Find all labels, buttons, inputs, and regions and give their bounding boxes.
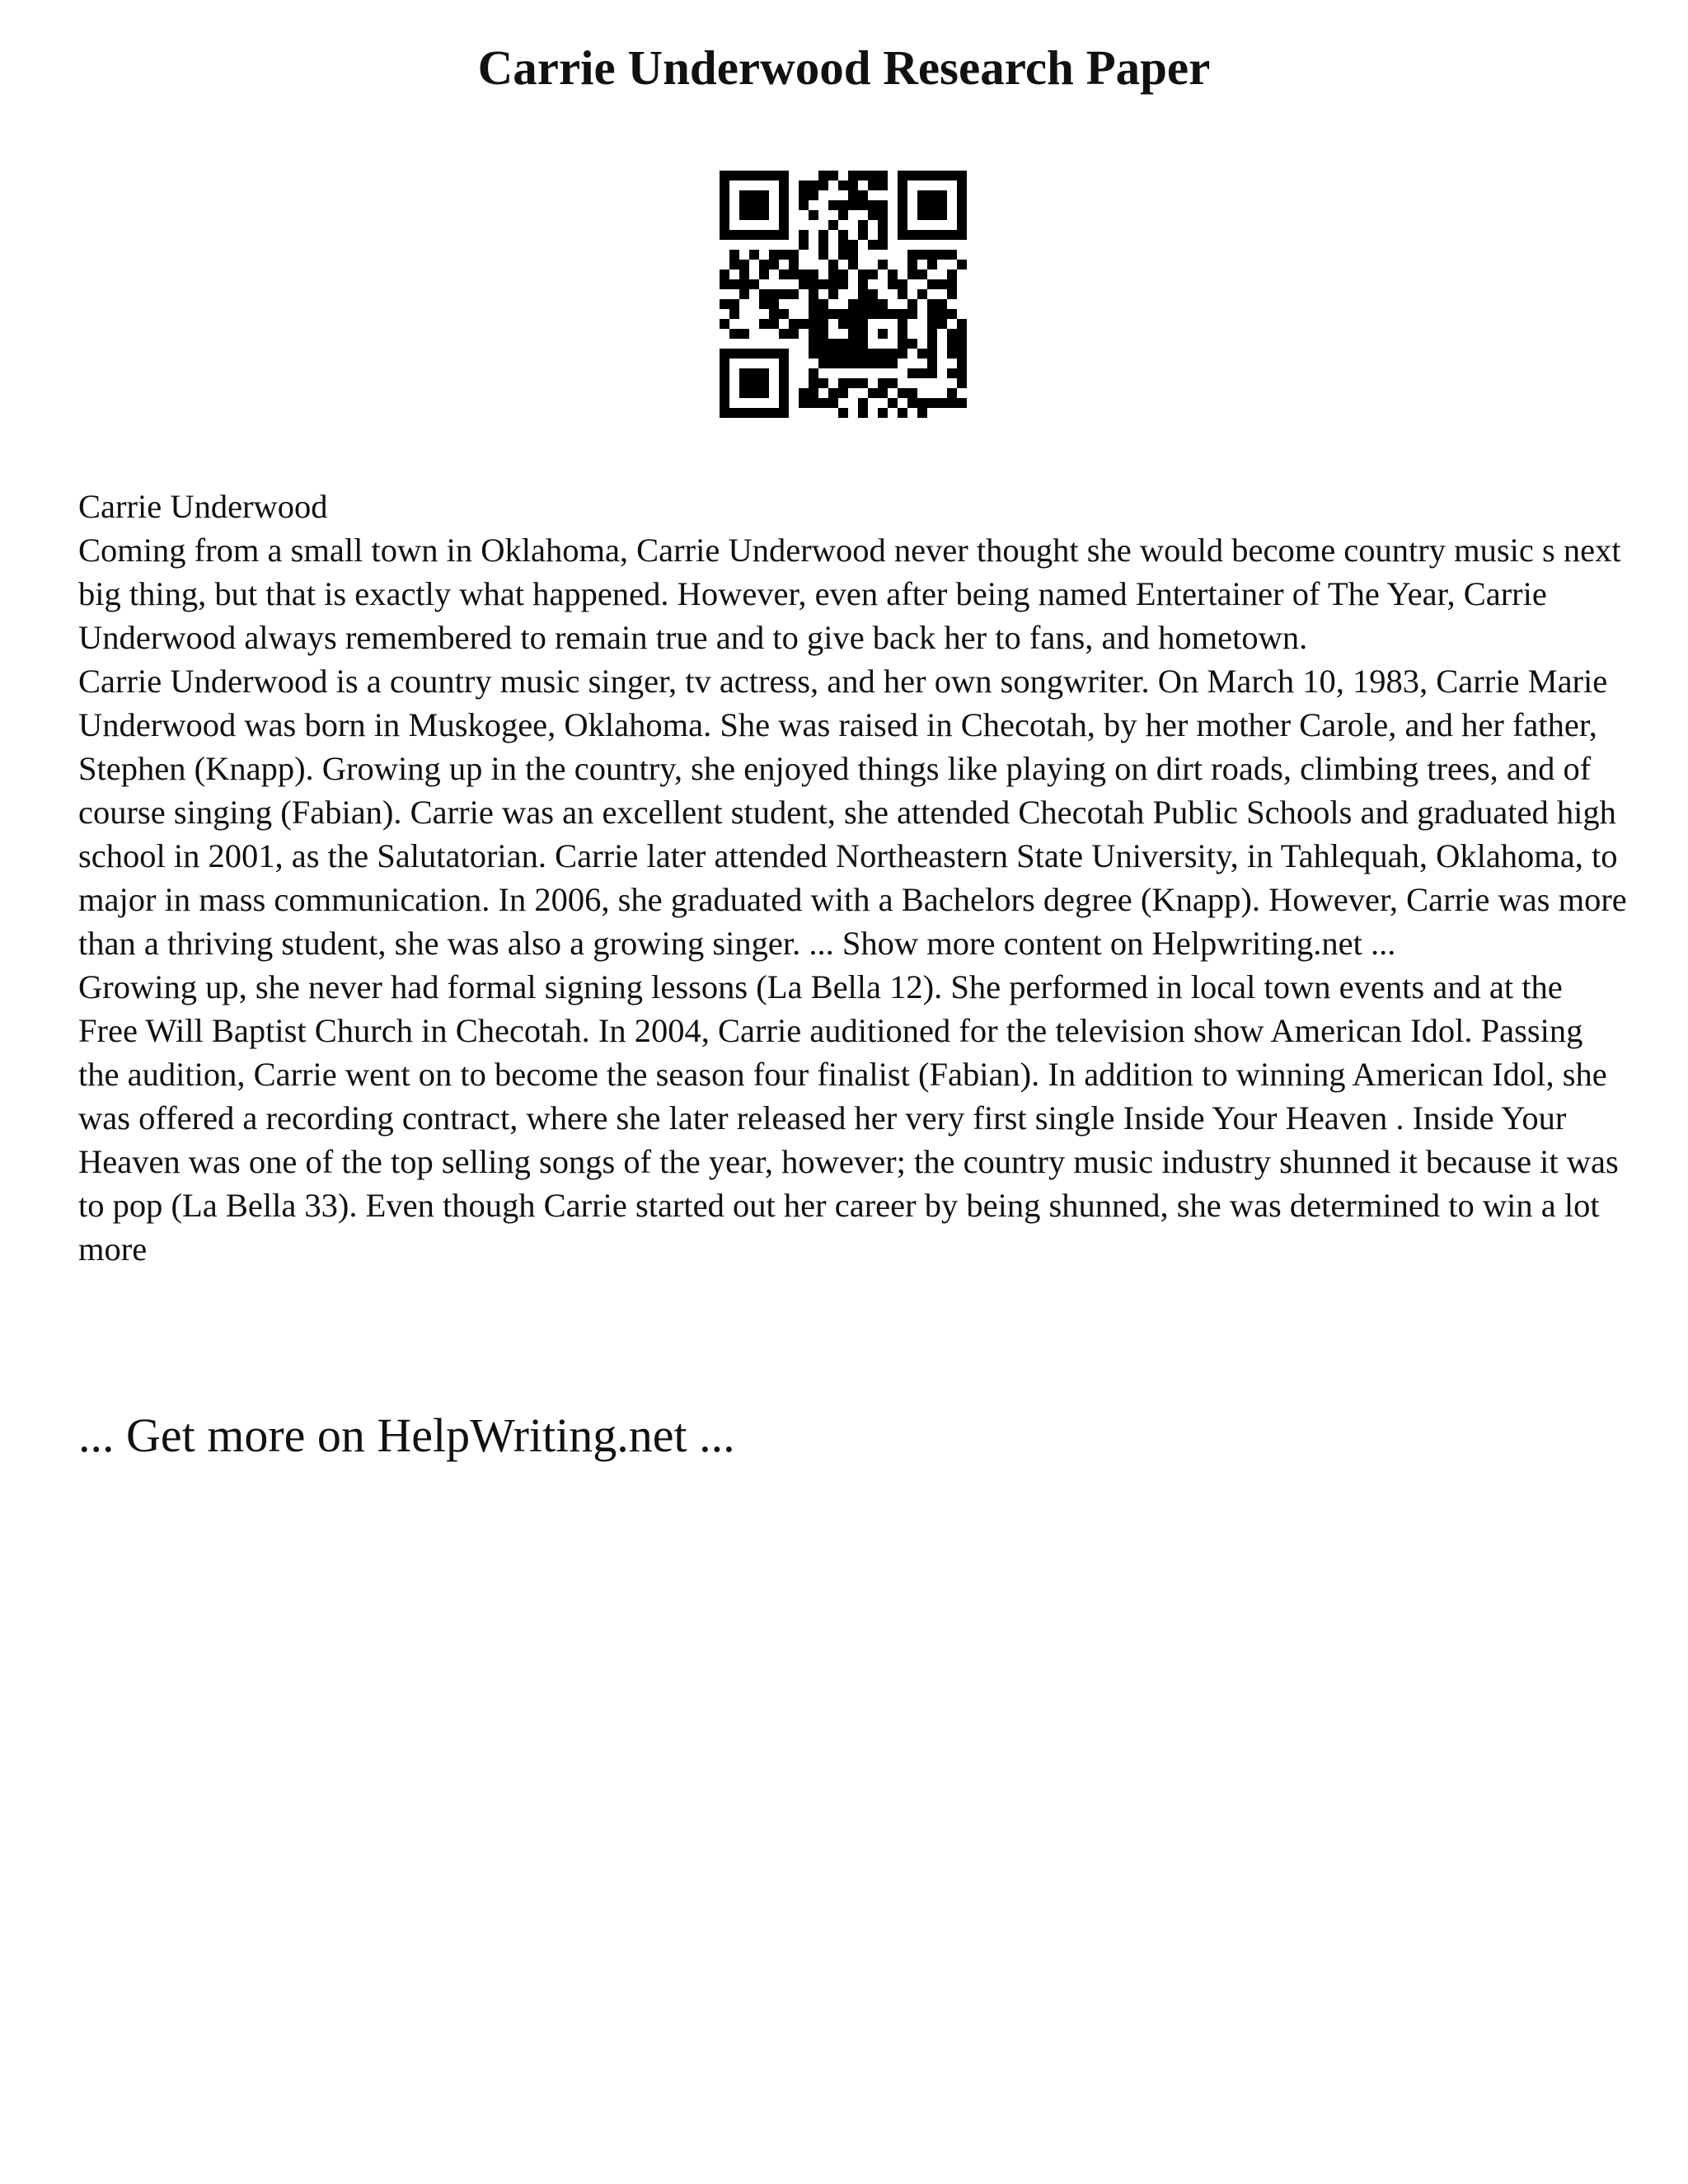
article-heading: Carrie Underwood bbox=[78, 488, 328, 525]
get-more-link[interactable]: ... Get more on HelpWriting.net ... bbox=[78, 1408, 735, 1462]
qr-code-icon bbox=[720, 171, 967, 418]
page-title: Carrie Underwood Research Paper bbox=[477, 40, 1211, 95]
article-body bbox=[78, 485, 1628, 1271]
paragraph-biography: Carrie Underwood is a country music singer, tv actress, and her own songwriter. On March 10, 1983, Carrie Marie Underwood was born in Muskogee, Oklahoma. She was raised in Checotah, by her mother Carole, and her father, Stephen (Knapp). Growing up in the country, she enjoyed things like playing on dirt roads, climbing trees, and of course singing (Fabian). Carrie was an excellent student, she attended Checotah Public Schools and graduated high school in 2001, as the Salutatorian. Carrie later attended Northeastern State University, in Tahlequah, Oklahoma, to major in mass communication. In 2006, she graduated with a Bachelors degree (Knapp). However, Carrie was more than a thriving student, she was also a growing singer. ... Show more content on Helpwriting.net ... bbox=[78, 663, 1627, 962]
paragraph-intro: Coming from a small town in Oklahoma, Carrie Underwood never thought she would become country music s next big thing, but that is exactly what happened. However, even after being named Entertainer of The Year, Carrie Underwood always remembered to remain true and to give back her to fans, and hometown. bbox=[78, 532, 1621, 656]
paragraph-career: Growing up, she never had formal signing lessons (La Bella 12). She performed in local town events and at the Free Will Baptist Church in Checotah. In 2004, Carrie auditioned for the television show American Idol. Passing the audition, Carrie went on to become the season four finalist (Fabian). In addition to winning American Idol, she was offered a recording contract, where she later released her very first single Inside Your Heaven . Inside Your Heaven was one of the top selling songs of the year, however; the country music industry shunned it because it was to pop (La Bella 33). Even though Carrie started out her career by being shunned, she was determined to win a lot more bbox=[78, 968, 1619, 1268]
